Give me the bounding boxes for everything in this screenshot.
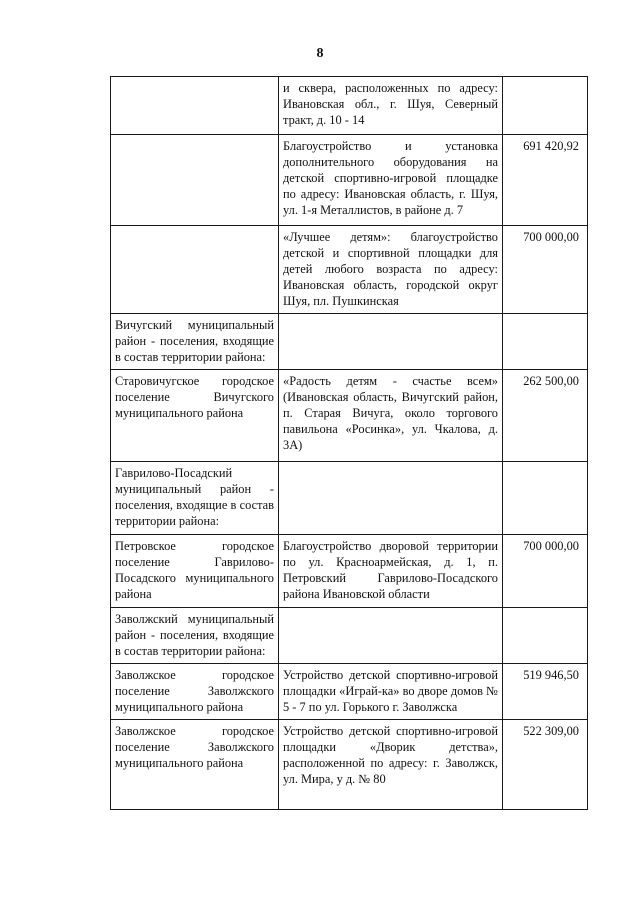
territory-cell [111, 77, 279, 135]
project-cell [279, 314, 503, 370]
table-row [111, 314, 588, 370]
table-row [111, 664, 588, 720]
project-cell [279, 462, 503, 535]
table-row [111, 535, 588, 608]
table-row [111, 720, 588, 810]
amount-cell [503, 314, 588, 370]
territory-cell: Старовичугское городское поселение Вичугского муниципального района [111, 370, 279, 462]
funding-table [110, 76, 588, 810]
territory-cell: Заволжский муниципальный район - поселения, входящие в состав территории района: [111, 608, 279, 664]
project-cell: Благоустройство дворовой территории по ул. Красноармейская, д. 1, п. Петровский Гаврилово-Посадского района Ивановской области [279, 535, 503, 608]
table-row [111, 77, 588, 135]
project-cell: Устройство детской спортивно-игровой площадки «Дворик детства», расположенной по адресу: г. Заволжск, ул. Мира, у д. № 80 [279, 720, 503, 810]
table-row [111, 608, 588, 664]
territory-cell [111, 135, 279, 226]
amount-cell: 700 000,00 [503, 226, 588, 314]
project-cell: «Радость детям - счастье всем» (Ивановская область, Вичугский район, п. Старая Вичуга, около торгового павильона «Росинка», ул. Чкалова, д. 3А) [279, 370, 503, 462]
territory-cell: Петровское городское поселение Гаврилово-Посадского муниципального района [111, 535, 279, 608]
table-row [111, 370, 588, 462]
amount-cell: 700 000,00 [503, 535, 588, 608]
amount-cell: 691 420,92 [503, 135, 588, 226]
amount-cell [503, 462, 588, 535]
amount-cell: 522 309,00 [503, 720, 588, 810]
table-row [111, 135, 588, 226]
table-row [111, 226, 588, 314]
project-cell: и сквера, расположенных по адресу: Ивановская обл., г. Шуя, Северный тракт, д. 10 - 14 [279, 77, 503, 135]
amount-cell: 519 946,50 [503, 664, 588, 720]
territory-cell: Вичугский муниципальный район - поселения, входящие в состав территории района: [111, 314, 279, 370]
territory-cell: Заволжское городское поселение Заволжского муниципального района [111, 720, 279, 810]
project-cell: «Лучшее детям»: благоустройство детской и спортивной площадки для детей любого возраста по адресу: Ивановская область, городской округ Шуя, пл. Пушкинская [279, 226, 503, 314]
project-cell [279, 608, 503, 664]
page-number: 8 [316, 46, 324, 61]
territory-cell: Заволжское городское поселение Заволжского муниципального района [111, 664, 279, 720]
amount-cell [503, 608, 588, 664]
amount-cell [503, 77, 588, 135]
territory-cell: Гаврилово-Посадский муниципальный район - поселения, входящие в состав территории района: [111, 462, 279, 535]
project-cell: Благоустройство и установка дополнительного оборудования на детской спортивно-игровой площадке по адресу: Ивановская область, г. Шуя, ул. 1-я Металлистов, в районе д. 7 [279, 135, 503, 226]
territory-cell [111, 226, 279, 314]
table-row [111, 462, 588, 535]
amount-cell: 262 500,00 [503, 370, 588, 462]
project-cell: Устройство детской спортивно-игровой площадки «Играй-ка» во дворе домов № 5 - 7 по ул. Горького г. Заволжска [279, 664, 503, 720]
